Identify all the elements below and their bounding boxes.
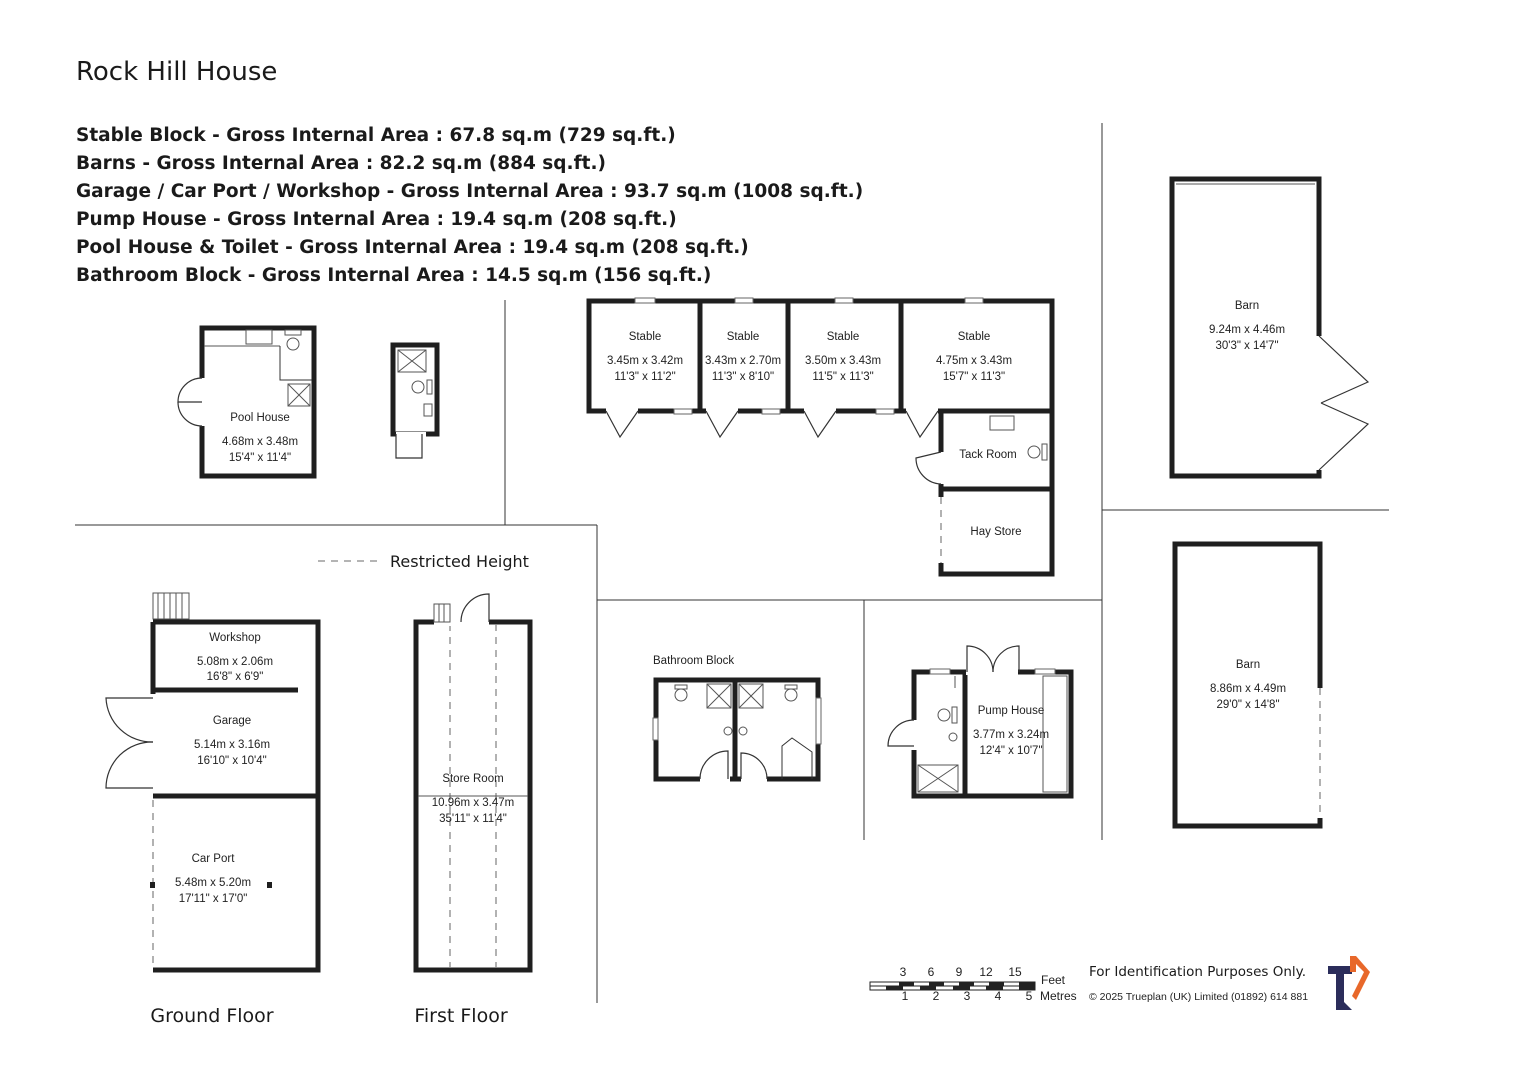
car-port-metric: 5.48m x 5.20m xyxy=(174,877,252,889)
store-room-metric: 10.96m x 3.47m xyxy=(431,797,515,809)
stable-4-imperial: 15'7" x 11'3" xyxy=(942,371,1006,383)
ground-floor-label: Ground Floor xyxy=(150,1005,274,1027)
workshop-metric: 5.08m x 2.06m xyxy=(196,656,274,668)
trueplan-logo xyxy=(1328,956,1370,1010)
pool-house-metric: 4.68m x 3.48m xyxy=(221,436,299,448)
scale-metre-label: Metres xyxy=(1040,989,1077,1003)
area-line-pool-house: Pool House & Toilet - Gross Internal Area : 19.4 sq.m (208 sq.ft.) xyxy=(76,237,749,258)
stable-2-metric: 3.43m x 2.70m xyxy=(704,355,782,367)
tack-room-label: Tack Room xyxy=(959,449,1017,461)
page-title: Rock Hill House xyxy=(76,57,278,87)
area-line-pump-house: Pump House - Gross Internal Area : 19.4 sq.m (208 sq.ft.) xyxy=(76,209,677,230)
stable-3-metric: 3.50m x 3.43m xyxy=(804,355,882,367)
bathroom-block-plan xyxy=(653,655,821,783)
restricted-height-legend xyxy=(318,552,529,571)
stable-1-label: Stable xyxy=(628,331,662,343)
scale-metre-tick: 1 xyxy=(901,989,909,1003)
scale-metre-tick: 2 xyxy=(932,989,940,1003)
pump-house-plan xyxy=(888,646,1071,796)
scale-feet-tick: 9 xyxy=(955,965,963,979)
stable-block-plan xyxy=(589,298,1052,574)
pump-house-label: Pump House xyxy=(977,705,1045,717)
barn-1-metric: 9.24m x 4.46m xyxy=(1208,324,1286,336)
scale-metre-tick: 4 xyxy=(994,989,1002,1003)
barn-2-metric: 8.86m x 4.49m xyxy=(1209,683,1287,695)
pool-house-plan xyxy=(178,328,314,476)
pump-house-imperial: 12'4" x 10'7" xyxy=(979,745,1043,757)
scale-feet-tick: 15 xyxy=(1008,965,1022,979)
store-room-label: Store Room xyxy=(442,773,504,785)
pump-house-metric: 3.77m x 3.24m xyxy=(972,729,1050,741)
stable-3-imperial: 11'5" x 11'3" xyxy=(812,371,874,383)
stable-3-label: Stable xyxy=(826,331,860,343)
ground-floor-plan xyxy=(106,593,318,1027)
scale-feet-tick: 3 xyxy=(899,965,907,979)
barn-2-plan xyxy=(1175,544,1324,826)
garage-metric: 5.14m x 3.16m xyxy=(193,739,271,751)
scale-feet-tick: 12 xyxy=(979,965,993,979)
stable-2-label: Stable xyxy=(726,331,760,343)
barn-1-label: Barn xyxy=(1234,300,1260,312)
garage-label: Garage xyxy=(212,715,252,727)
pool-house-label: Pool House xyxy=(230,412,290,424)
area-line-barns: Barns - Gross Internal Area : 82.2 sq.m (884 sq.ft.) xyxy=(76,153,606,174)
stable-1-imperial: 11'3" x 11'2" xyxy=(614,371,676,383)
scale-feet-label: Feet xyxy=(1041,973,1066,987)
copyright-text: © 2025 Trueplan (UK) Limited (01892) 614 881 xyxy=(1089,991,1309,1003)
area-line-garage: Garage / Car Port / Workshop - Gross Internal Area : 93.7 sq.m (1008 sq.ft.) xyxy=(76,181,864,202)
barn-2-label: Barn xyxy=(1235,659,1261,671)
first-floor-plan xyxy=(414,594,530,1027)
garage-imperial: 16'10" x 10'4" xyxy=(197,755,267,767)
stable-2-imperial: 11'3" x 8'10" xyxy=(711,371,775,383)
car-port-imperial: 17'11" x 17'0" xyxy=(178,893,248,905)
barn-2-imperial: 29'0" x 14'8" xyxy=(1216,699,1280,711)
hay-store-label: Hay Store xyxy=(970,526,1022,538)
area-line-stable-block: Stable Block - Gross Internal Area : 67.8 sq.m (729 sq.ft.) xyxy=(76,125,676,146)
area-line-bathroom-block: Bathroom Block - Gross Internal Area : 14.5 sq.m (156 sq.ft.) xyxy=(76,265,712,286)
store-room-imperial: 35'11" x 11'4" xyxy=(439,813,507,825)
first-floor-label: First Floor xyxy=(414,1005,508,1027)
barn-1-imperial: 30'3" x 14'7" xyxy=(1215,340,1279,352)
scale-metre-tick: 3 xyxy=(963,989,971,1003)
car-port-label: Car Port xyxy=(191,853,235,865)
stable-1-metric: 3.45m x 3.42m xyxy=(606,355,684,367)
identification-note: For Identification Purposes Only. xyxy=(1089,964,1306,980)
restricted-height-label: Restricted Height xyxy=(390,552,529,571)
workshop-label: Workshop xyxy=(209,632,261,644)
scale-metre-tick: 5 xyxy=(1025,989,1033,1003)
workshop-imperial: 16'8" x 6'9" xyxy=(206,671,264,683)
stable-4-metric: 4.75m x 3.43m xyxy=(935,355,1013,367)
pool-house-imperial: 15'4" x 11'4" xyxy=(228,452,292,464)
scale-feet-tick: 6 xyxy=(927,965,935,979)
barn-1-plan xyxy=(1172,179,1368,476)
toilet-plan xyxy=(393,345,437,458)
bathroom-block-label: Bathroom Block xyxy=(653,655,735,667)
stable-4-label: Stable xyxy=(957,331,991,343)
scale-bar xyxy=(870,965,1077,1003)
area-summary xyxy=(76,125,863,286)
